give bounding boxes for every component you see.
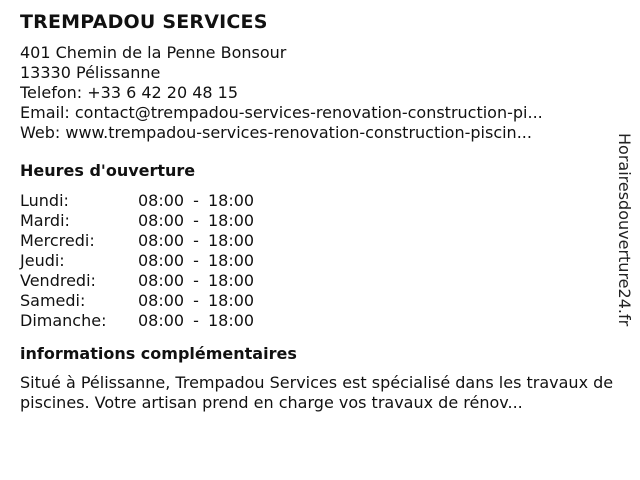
hours-row-mercredi — [20, 231, 610, 251]
hours-close: 18:00 — [208, 271, 255, 290]
hours-row-mardi — [20, 211, 610, 231]
hours-row-lundi — [20, 191, 610, 211]
hours-close: 18:00 — [208, 191, 255, 210]
hours-separator: - — [193, 311, 199, 330]
hours-separator: - — [193, 231, 199, 250]
business-name: TREMPADOU SERVICES — [20, 11, 268, 33]
hours-day: Vendredi: — [20, 271, 96, 290]
website-link[interactable]: Web: www.trempadou-services-renovation-construction-piscin... — [20, 123, 532, 142]
hours-row-vendredi — [20, 271, 610, 291]
hours-open: 08:00 — [138, 211, 185, 230]
hours-open: 08:00 — [138, 311, 185, 330]
hours-row-samedi — [20, 291, 610, 311]
hours-separator: - — [193, 271, 199, 290]
hours-close: 18:00 — [208, 251, 255, 270]
hours-day: Jeudi: — [20, 251, 65, 270]
hours-day: Samedi: — [20, 291, 86, 310]
hours-row-jeudi — [20, 251, 610, 271]
opening-hours-table — [20, 191, 610, 331]
phone-number[interactable]: Telefon: +33 6 42 20 48 15 — [20, 83, 239, 102]
hours-close: 18:00 — [208, 211, 255, 230]
additional-info-heading: informations complémentaires — [20, 344, 297, 363]
email-address[interactable]: Email: contact@trempadou-services-renovation-construction-pi... — [20, 103, 543, 122]
hours-open: 08:00 — [138, 271, 185, 290]
opening-hours-heading: Heures d'ouverture — [20, 161, 196, 180]
business-card — [20, 10, 614, 413]
hours-separator: - — [193, 211, 199, 230]
hours-open: 08:00 — [138, 191, 185, 210]
hours-day: Dimanche: — [20, 311, 107, 330]
hours-open: 08:00 — [138, 231, 185, 250]
hours-day: Mardi: — [20, 211, 70, 230]
hours-open: 08:00 — [138, 291, 185, 310]
site-watermark: Horairesdouverture24.fr — [615, 133, 634, 327]
address-street: 401 Chemin de la Penne Bonsour — [20, 43, 287, 62]
hours-row-dimanche — [20, 311, 610, 331]
hours-separator: - — [193, 251, 199, 270]
hours-separator: - — [193, 291, 199, 310]
hours-close: 18:00 — [208, 291, 255, 310]
hours-open: 08:00 — [138, 251, 185, 270]
address-city: 13330 Pélissanne — [20, 63, 161, 82]
hours-close: 18:00 — [208, 311, 255, 330]
hours-day: Lundi: — [20, 191, 69, 210]
hours-close: 18:00 — [208, 231, 255, 250]
hours-separator: - — [193, 191, 199, 210]
additional-info-text: Situé à Pélissanne, Trempadou Services est spécialisé dans les travaux de piscines. Votre artisan prend en charge vos travaux de rénov... — [20, 373, 614, 412]
hours-day: Mercredi: — [20, 231, 95, 250]
